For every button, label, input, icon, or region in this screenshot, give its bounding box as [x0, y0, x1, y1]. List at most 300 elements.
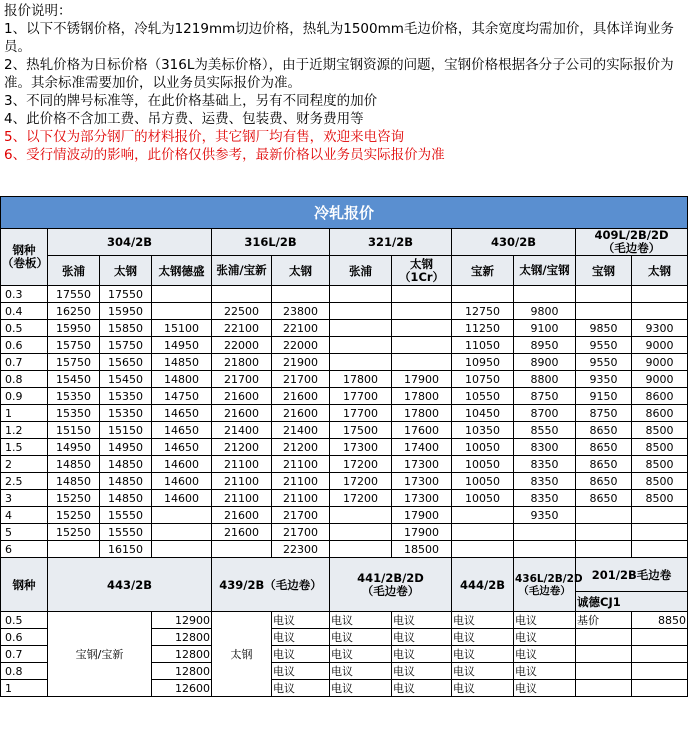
price-439-cell: 电议 — [272, 629, 330, 646]
price-439-cell: 电议 — [272, 646, 330, 663]
group-409l-header — [576, 229, 688, 256]
price-cell: 8600 — [632, 388, 688, 405]
price-cell: 8750 — [514, 388, 576, 405]
price-cell: 10050 — [452, 456, 514, 473]
price-cell: 14950 — [100, 439, 152, 456]
table-row — [1, 612, 688, 629]
price-cell: 22300 — [272, 541, 330, 558]
price-cell: 8650 — [576, 473, 632, 490]
thickness-cell: 0.5 — [1, 320, 48, 337]
price-443-cell: 12800 — [152, 646, 212, 663]
empty-cell — [632, 680, 688, 697]
price-cell: 10950 — [452, 354, 514, 371]
price-cell — [576, 303, 632, 320]
price-cell — [514, 524, 576, 541]
note-line: 1、以下不锈钢价格，冷轧为1219mm切边价格，热轧为1500mm毛边价格，其余宽度均需加价，具体详询业务员。 — [4, 21, 674, 55]
price-cell: 21900 — [272, 354, 330, 371]
price-cell — [632, 507, 688, 524]
price-cell: 8700 — [514, 405, 576, 422]
empty-cell — [576, 629, 632, 646]
sub-baoxin: 宝新 — [452, 256, 514, 286]
price-cell: 8500 — [632, 456, 688, 473]
price-cell — [330, 524, 392, 541]
price-cell: 21600 — [212, 388, 272, 405]
price-cell: 15550 — [100, 524, 152, 541]
price-cell: 15550 — [100, 507, 152, 524]
price-441a-cell: 电议 — [330, 629, 392, 646]
price-444-cell: 电议 — [452, 629, 514, 646]
thickness-cell: 0.4 — [1, 303, 48, 320]
empty-cell — [632, 629, 688, 646]
empty-cell — [576, 680, 632, 697]
price-cell: 21600 — [212, 524, 272, 541]
group-409l-label: 409L/2B/2D — [594, 228, 669, 242]
price-cell: 22100 — [272, 320, 330, 337]
group-436-note: （毛边卷） — [518, 584, 571, 597]
group-444-header: 444/2B — [452, 558, 514, 612]
price-cell: 12750 — [452, 303, 514, 320]
price-cell: 15450 — [48, 371, 100, 388]
cold-rows — [1, 286, 688, 558]
sub-taigang-316: 太钢 — [272, 256, 330, 286]
price-443-cell: 12900 — [152, 612, 212, 629]
price-cell: 14850 — [152, 354, 212, 371]
sub-zhangpu-baoxin: 张浦/宝新 — [212, 256, 272, 286]
price-cell: 21400 — [212, 422, 272, 439]
table-row — [1, 286, 688, 303]
price-cell: 14850 — [48, 456, 100, 473]
note-line: 3、不同的牌号标准等，在此价格基础上，另有不同程度的加价 — [4, 93, 378, 109]
group-439-header: 439/2B（毛边卷） — [212, 558, 330, 612]
price-cell: 15250 — [48, 490, 100, 507]
price-cell: 15650 — [100, 354, 152, 371]
price-cell — [452, 524, 514, 541]
price-439-cell: 电议 — [272, 680, 330, 697]
price-cell — [576, 507, 632, 524]
price-cell: 14850 — [48, 473, 100, 490]
price-cell: 9300 — [632, 320, 688, 337]
price-cell — [152, 286, 212, 303]
group-430-header: 430/2B — [452, 229, 576, 256]
price-cell: 11050 — [452, 337, 514, 354]
price-cell: 8950 — [514, 337, 576, 354]
table-row — [1, 320, 688, 337]
table-row — [1, 354, 688, 371]
group-441-label: 441/2B/2D — [357, 570, 424, 585]
price-436-cell: 电议 — [514, 646, 576, 663]
thickness-cell: 0.3 — [1, 286, 48, 303]
price-cell: 22100 — [212, 320, 272, 337]
price-cell: 9000 — [632, 354, 688, 371]
price-cell — [152, 524, 212, 541]
thickness-cell: 0.9 — [1, 388, 48, 405]
price-cell: 10050 — [452, 473, 514, 490]
price-cell: 22000 — [212, 337, 272, 354]
price-cell: 16150 — [100, 541, 152, 558]
price-cell: 15450 — [100, 371, 152, 388]
mill-443-cell: 宝钢/宝新 — [48, 612, 152, 697]
thickness-cell: 0.6 — [1, 337, 48, 354]
price-cell: 9350 — [514, 507, 576, 524]
table-row — [1, 371, 688, 388]
price-cell — [330, 303, 392, 320]
sub-baogang: 宝钢 — [576, 256, 632, 286]
group-443-header: 443/2B — [48, 558, 212, 612]
table-row — [1, 303, 688, 320]
empty-cell — [632, 646, 688, 663]
price-cell: 14650 — [152, 439, 212, 456]
sub-taigang-baogang: 太钢/宝钢 — [514, 256, 576, 286]
price-cell: 10050 — [452, 439, 514, 456]
thickness-cell: 4 — [1, 507, 48, 524]
price-444-cell: 电议 — [452, 663, 514, 680]
price-441b-cell: 电议 — [392, 646, 452, 663]
price-cell — [330, 354, 392, 371]
table-row — [1, 541, 688, 558]
price-cell: 15150 — [48, 422, 100, 439]
price-cell — [632, 303, 688, 320]
note-line: 6、受行情波动的影响，此价格仅供参考，最新价格以业务员实际报价为准 — [4, 147, 445, 163]
steel-type-header: 钢种（卷板） — [1, 229, 48, 286]
price-441a-cell: 电议 — [330, 612, 392, 629]
note-line: 5、以下仅为部分钢厂的材料报价，其它钢厂均有售，欢迎来电咨询 — [4, 129, 405, 145]
price-cell: 8350 — [514, 473, 576, 490]
thickness-cell: 1 — [1, 680, 48, 697]
price-cell: 9000 — [632, 337, 688, 354]
price-441b-cell: 电议 — [392, 680, 452, 697]
lower-rows — [1, 612, 688, 697]
price-cell: 9100 — [514, 320, 576, 337]
price-cell: 15250 — [48, 507, 100, 524]
price-cell: 15350 — [100, 388, 152, 405]
price-cell: 17800 — [330, 371, 392, 388]
price-cell — [152, 303, 212, 320]
price-cell: 15750 — [100, 337, 152, 354]
price-441b-cell: 电议 — [392, 629, 452, 646]
price-cell: 14850 — [100, 456, 152, 473]
price-cell — [632, 541, 688, 558]
table-row — [1, 490, 688, 507]
price-cell — [514, 286, 576, 303]
price-cell: 14600 — [152, 473, 212, 490]
price-cell: 17550 — [48, 286, 100, 303]
sub-zhangpu: 张浦 — [48, 256, 100, 286]
price-441b-cell: 电议 — [392, 663, 452, 680]
group-316l-header: 316L/2B — [212, 229, 330, 256]
price-cell: 15950 — [48, 320, 100, 337]
price-cell: 21800 — [212, 354, 272, 371]
price-cell: 14600 — [152, 490, 212, 507]
price-443-cell: 12800 — [152, 629, 212, 646]
price-cell: 17500 — [330, 422, 392, 439]
price-cell: 10050 — [452, 490, 514, 507]
thickness-cell: 1.2 — [1, 422, 48, 439]
price-444-cell: 电议 — [452, 680, 514, 697]
group-441-header — [330, 558, 452, 612]
price-441a-cell: 电议 — [330, 663, 392, 680]
empty-cell — [576, 646, 632, 663]
price-cell: 8650 — [576, 456, 632, 473]
price-cell — [330, 541, 392, 558]
price-cell: 14950 — [48, 439, 100, 456]
price-cell — [152, 541, 212, 558]
price-cell: 17900 — [392, 524, 452, 541]
price-cell: 8350 — [514, 456, 576, 473]
price-cell: 21600 — [272, 405, 330, 422]
price-cell: 14950 — [152, 337, 212, 354]
price-cell: 17300 — [330, 439, 392, 456]
price-cell: 15350 — [100, 405, 152, 422]
price-cell: 22500 — [212, 303, 272, 320]
price-cell: 9550 — [576, 337, 632, 354]
price-cell — [392, 286, 452, 303]
price-cell: 8800 — [514, 371, 576, 388]
price-cell — [392, 337, 452, 354]
note-line: 报价说明： — [4, 3, 72, 19]
thickness-cell: 0.8 — [1, 663, 48, 680]
price-cell: 21100 — [272, 490, 330, 507]
price-cell — [392, 303, 452, 320]
price-439-cell: 电议 — [272, 612, 330, 629]
thickness-cell: 3 — [1, 490, 48, 507]
price-table — [0, 196, 688, 697]
price-443-cell: 12800 — [152, 663, 212, 680]
thickness-cell: 2 — [1, 456, 48, 473]
price-cell: 23800 — [272, 303, 330, 320]
table-row — [1, 473, 688, 490]
price-cell: 9800 — [514, 303, 576, 320]
thickness-cell: 5 — [1, 524, 48, 541]
price-cell: 21200 — [212, 439, 272, 456]
price-cell — [452, 286, 514, 303]
table-row — [1, 439, 688, 456]
price-cell: 21700 — [212, 371, 272, 388]
price-cell: 15100 — [152, 320, 212, 337]
price-cell: 14650 — [152, 422, 212, 439]
price-cell — [212, 286, 272, 303]
price-cell: 21100 — [212, 490, 272, 507]
price-cell: 17200 — [330, 456, 392, 473]
price-cell: 15350 — [48, 405, 100, 422]
price-cell: 14850 — [100, 473, 152, 490]
thickness-cell: 0.8 — [1, 371, 48, 388]
sub-taigang-409: 太钢 — [632, 256, 688, 286]
price-436-cell: 电议 — [514, 612, 576, 629]
price-441a-cell: 电议 — [330, 680, 392, 697]
price-cell: 9350 — [576, 371, 632, 388]
price-cell: 21400 — [272, 422, 330, 439]
price-cell — [152, 507, 212, 524]
group-409l-note: （毛边卷） — [602, 241, 661, 255]
price-cell: 9550 — [576, 354, 632, 371]
price-cell: 15850 — [100, 320, 152, 337]
price-cell: 10550 — [452, 388, 514, 405]
price-cell: 8900 — [514, 354, 576, 371]
price-cell: 8300 — [514, 439, 576, 456]
price-cell — [576, 286, 632, 303]
price-cell: 15250 — [48, 524, 100, 541]
price-cell: 17900 — [392, 507, 452, 524]
group-436-header — [514, 558, 583, 612]
price-cell: 8650 — [576, 439, 632, 456]
price-cell: 17300 — [392, 490, 452, 507]
price-441b-cell: 电议 — [392, 612, 452, 629]
price-cell — [330, 320, 392, 337]
sub-taigang-desheng: 太钢德盛 — [152, 256, 212, 286]
price-cell: 8650 — [576, 422, 632, 439]
price-cell: 8500 — [632, 422, 688, 439]
note-line: 2、热轧价格为日标价格（316L为美标价格），由于近期宝钢资源的问题，宝钢价格根据各分子公司的实际报价为准。其余标准需要加价，以业务员实际报价为准。 — [4, 57, 674, 91]
table-row — [1, 524, 688, 541]
thickness-cell: 6 — [1, 541, 48, 558]
price-444-cell: 电议 — [452, 612, 514, 629]
price-cell: 21100 — [272, 473, 330, 490]
price-cell: 8500 — [632, 490, 688, 507]
price-443-cell: 12600 — [152, 680, 212, 697]
table-row — [1, 507, 688, 524]
price-cell: 17200 — [330, 490, 392, 507]
group-436-label: 436L/2B/2D — [515, 572, 583, 585]
thickness-cell: 1.5 — [1, 439, 48, 456]
empty-cell — [632, 663, 688, 680]
price-cell: 21100 — [212, 456, 272, 473]
price-cell: 10350 — [452, 422, 514, 439]
price-cell: 8500 — [632, 473, 688, 490]
price-cell: 8750 — [576, 405, 632, 422]
sub-1cr-note: （1Cr） — [398, 269, 445, 284]
price-cell — [48, 541, 100, 558]
price-cell — [330, 337, 392, 354]
price-cell: 9850 — [576, 320, 632, 337]
sub-taigang-321-label: 太钢 — [410, 256, 433, 271]
price-436-cell: 电议 — [514, 629, 576, 646]
price-cell: 21700 — [272, 371, 330, 388]
thickness-cell: 0.7 — [1, 354, 48, 371]
price-cell: 15750 — [48, 354, 100, 371]
price-cell: 9150 — [576, 388, 632, 405]
price-cell: 15350 — [48, 388, 100, 405]
price-notes — [0, 0, 687, 196]
price-cell: 8650 — [576, 490, 632, 507]
price-cell — [576, 541, 632, 558]
price-cell: 10750 — [452, 371, 514, 388]
price-cell: 10450 — [452, 405, 514, 422]
group-201-header: 201/2B毛边卷 — [576, 558, 688, 592]
price-cell: 14800 — [152, 371, 212, 388]
lower-steel-type-header: 钢种 — [1, 558, 48, 612]
empty-cell — [576, 663, 632, 680]
price-cell — [576, 524, 632, 541]
group-304-header: 304/2B — [48, 229, 212, 256]
price-cell: 17800 — [392, 388, 452, 405]
price-cell — [632, 286, 688, 303]
price-cell: 21700 — [272, 507, 330, 524]
price-cell: 17550 — [100, 286, 152, 303]
price-cell — [272, 286, 330, 303]
group-441-note: （毛边卷） — [361, 583, 420, 598]
price-cell: 18500 — [392, 541, 452, 558]
price-cell: 14600 — [152, 456, 212, 473]
price-cell: 15950 — [100, 303, 152, 320]
price-cell: 14750 — [152, 388, 212, 405]
price-cell: 21600 — [212, 405, 272, 422]
price-cell: 21200 — [272, 439, 330, 456]
price-cell: 14650 — [152, 405, 212, 422]
price-436-cell: 电议 — [514, 680, 576, 697]
sub-taigang-321 — [392, 256, 452, 286]
price-cell: 21600 — [272, 388, 330, 405]
price-cell: 16250 — [48, 303, 100, 320]
price-cell: 8500 — [632, 439, 688, 456]
jijia-value-cell: 8850 — [632, 612, 688, 629]
price-cell: 17400 — [392, 439, 452, 456]
price-cell: 17800 — [392, 405, 452, 422]
table-row — [1, 405, 688, 422]
group-321-header: 321/2B — [330, 229, 452, 256]
price-cell: 8600 — [632, 405, 688, 422]
price-cell — [392, 354, 452, 371]
price-cell: 21600 — [212, 507, 272, 524]
price-439-cell: 电议 — [272, 663, 330, 680]
price-441a-cell: 电议 — [330, 646, 392, 663]
price-cell: 15750 — [48, 337, 100, 354]
table-row — [1, 337, 688, 354]
price-cell — [452, 541, 514, 558]
price-cell — [212, 541, 272, 558]
thickness-cell: 1 — [1, 405, 48, 422]
price-cell — [330, 507, 392, 524]
thickness-cell: 0.6 — [1, 629, 48, 646]
price-cell: 14850 — [100, 490, 152, 507]
sub-zhangpu-321: 张浦 — [330, 256, 392, 286]
price-cell: 8550 — [514, 422, 576, 439]
price-cell — [330, 286, 392, 303]
price-cell: 17900 — [392, 371, 452, 388]
cold-rolled-title: 冷轧报价 — [1, 197, 688, 229]
price-cell: 17700 — [330, 388, 392, 405]
thickness-cell: 2.5 — [1, 473, 48, 490]
price-cell — [632, 524, 688, 541]
thickness-cell: 0.7 — [1, 646, 48, 663]
price-cell: 15150 — [100, 422, 152, 439]
price-cell: 17700 — [330, 405, 392, 422]
jijia-label-cell: 基价 — [576, 612, 632, 629]
price-cell — [452, 507, 514, 524]
price-cell: 22000 — [272, 337, 330, 354]
price-cell: 21100 — [212, 473, 272, 490]
price-cell: 21100 — [272, 456, 330, 473]
price-cell: 17300 — [392, 456, 452, 473]
price-cell: 11250 — [452, 320, 514, 337]
price-cell: 17200 — [330, 473, 392, 490]
thickness-cell: 0.5 — [1, 612, 48, 629]
table-row — [1, 456, 688, 473]
price-436-cell: 电议 — [514, 663, 576, 680]
price-cell: 17600 — [392, 422, 452, 439]
chengde-cj1-header: 诚德CJ1 — [576, 592, 688, 612]
price-cell — [392, 320, 452, 337]
table-row — [1, 388, 688, 405]
price-444-cell: 电议 — [452, 646, 514, 663]
sub-taigang: 太钢 — [100, 256, 152, 286]
price-cell — [514, 541, 576, 558]
price-cell: 21700 — [272, 524, 330, 541]
table-row — [1, 422, 688, 439]
note-line: 4、此价格不含加工费、吊方费、运费、包装费、财务费用等 — [4, 111, 364, 127]
price-cell: 8350 — [514, 490, 576, 507]
price-cell: 17300 — [392, 473, 452, 490]
mill-439-cell: 太钢 — [212, 612, 272, 697]
